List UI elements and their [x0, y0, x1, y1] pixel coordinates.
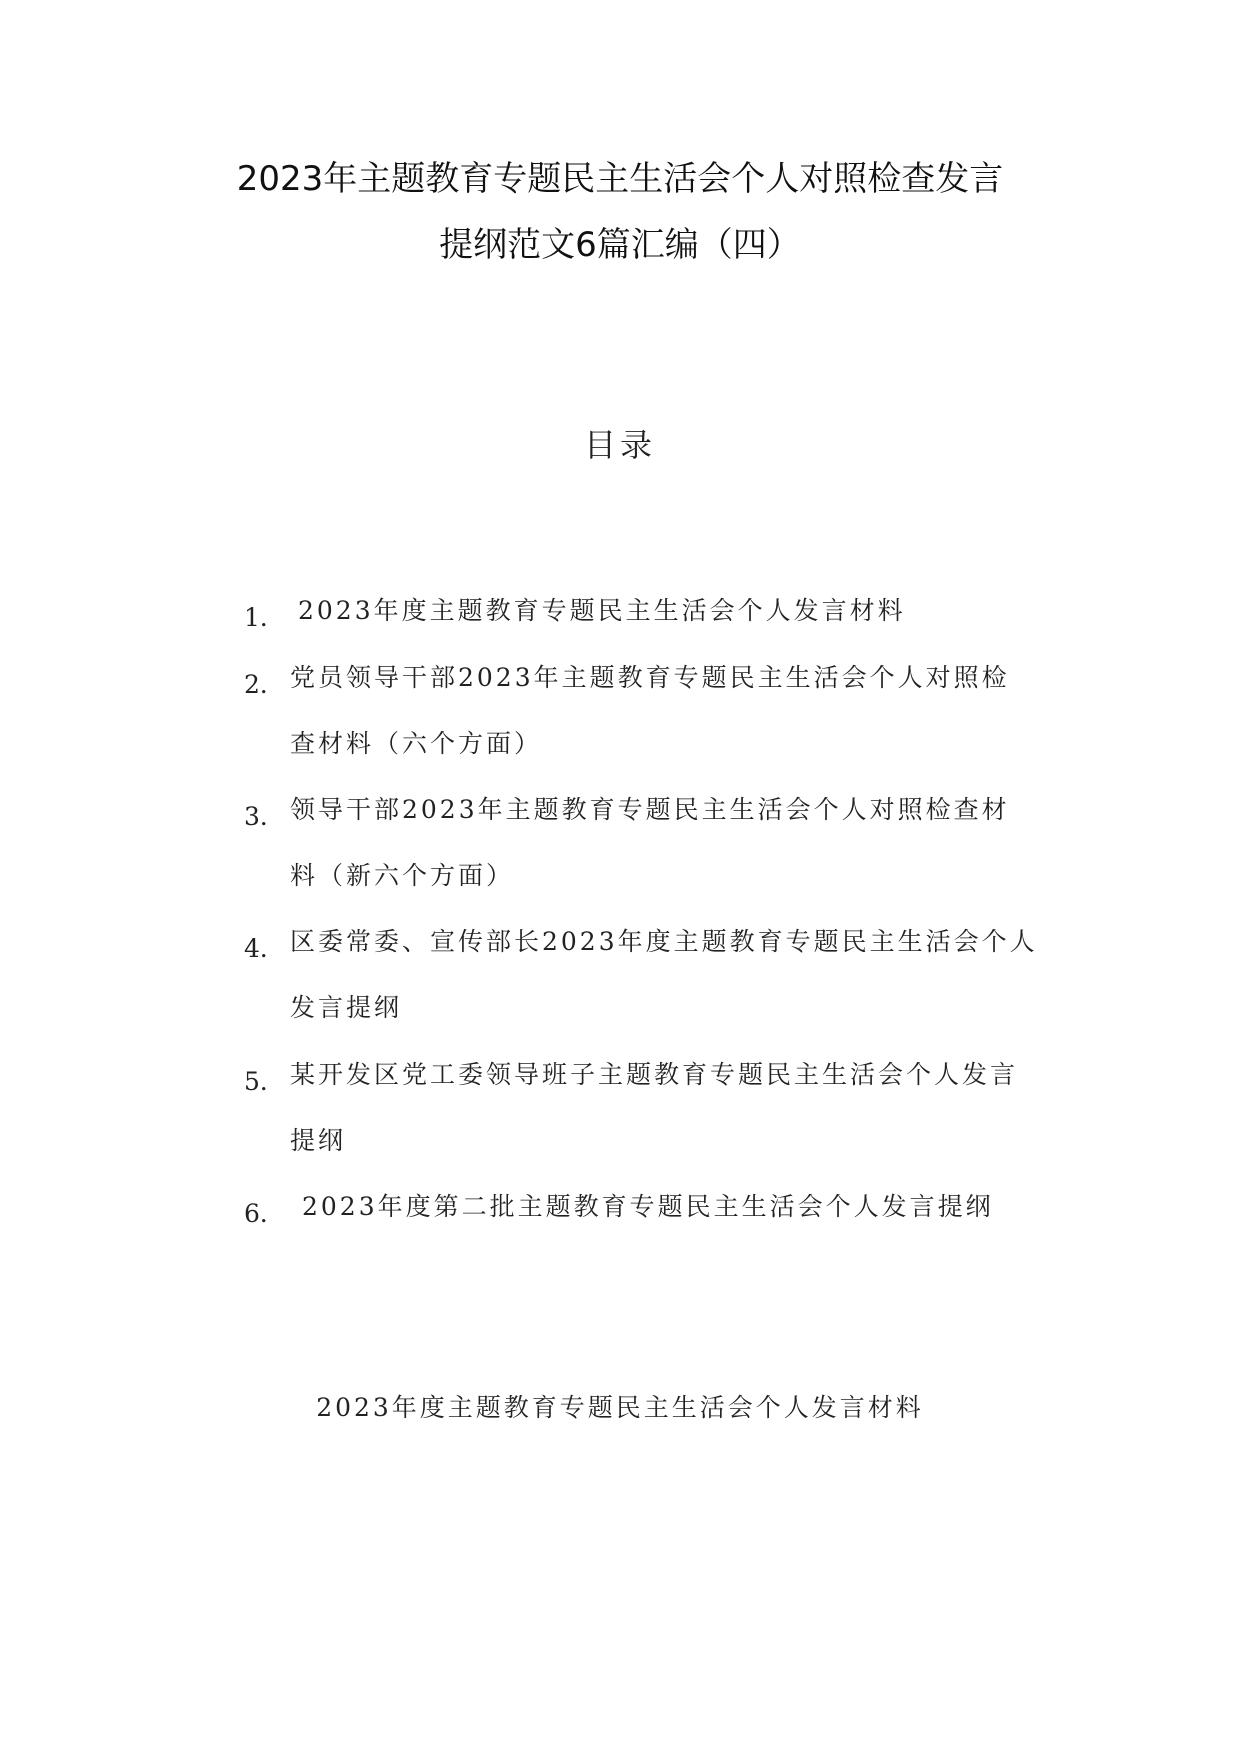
toc-item-2-text-line-1[interactable]: 党员领导干部2023年主题教育专题民主生活会个人对照检	[290, 663, 1010, 692]
toc-item-5-text-line-2[interactable]: 提纲	[290, 1126, 347, 1155]
toc-item-4-text-line-1[interactable]: 区委常委、宣传部长2023年度主题教育专题民主生活会个人	[290, 927, 1038, 956]
document-title-line-1: 2023年主题教育专题民主生活会个人对照检查发言	[236, 159, 1004, 199]
toc-item-4-number: 4．	[244, 934, 285, 963]
toc-item-3-text-line-1[interactable]: 领导干部2023年主题教育专题民主生活会个人对照检查材	[290, 795, 1010, 824]
toc-item-3-number: 3．	[244, 802, 285, 831]
toc-item-6-text[interactable]: 2023年度第二批主题教育专题民主生活会个人发言提纲	[302, 1192, 994, 1221]
toc-item-2-number: 2．	[244, 670, 285, 699]
toc-heading: 目录	[583, 426, 656, 464]
toc-item-1-text[interactable]: 2023年度主题教育专题民主生活会个人发言材料	[298, 596, 906, 625]
toc-item-1-number: 1．	[244, 603, 285, 632]
toc-item-4-text-line-2[interactable]: 发言提纲	[290, 993, 403, 1022]
section-heading: 2023年度主题教育专题民主生活会个人发言材料	[316, 1393, 924, 1422]
toc-item-5-text-line-1[interactable]: 某开发区党工委领导班子主题教育专题民主生活会个人发言	[290, 1060, 1019, 1089]
toc-item-6-number: 6．	[244, 1199, 285, 1228]
toc-item-5-number: 5．	[244, 1067, 285, 1096]
toc-item-2-text-line-2[interactable]: 查材料（六个方面）	[290, 729, 543, 758]
toc-item-3-text-line-2[interactable]: 料（新六个方面）	[290, 861, 515, 890]
document-title-line-2: 提纲范文6篇汇编（四）	[439, 225, 801, 265]
